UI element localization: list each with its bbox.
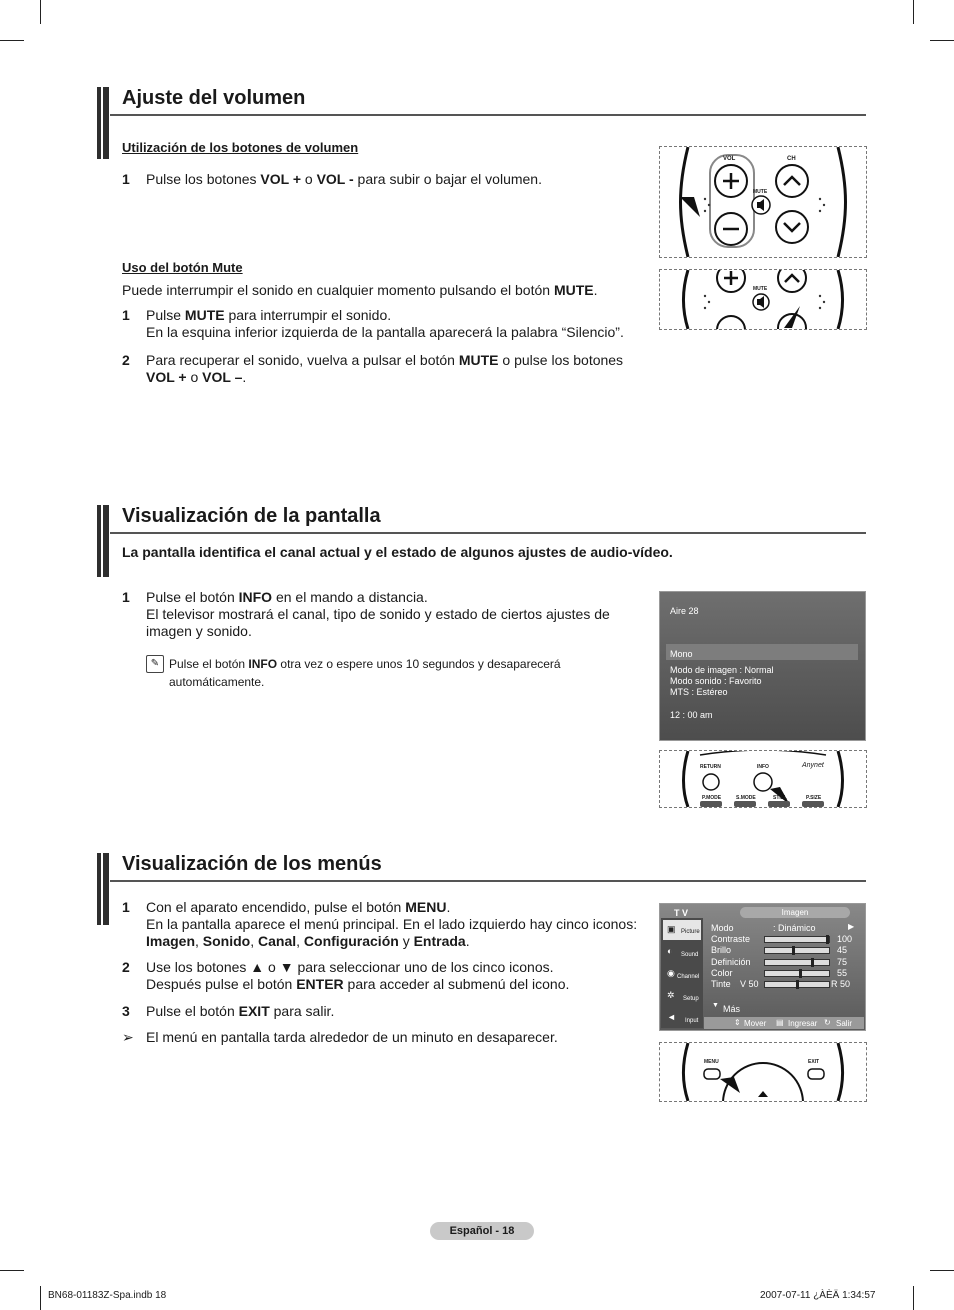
setup-icon: ✲ xyxy=(667,990,675,1000)
section-rule xyxy=(110,880,866,882)
slider-knob xyxy=(792,946,795,955)
more-down-icon: ▼ xyxy=(712,1002,719,1009)
section-title-volume: Ajuste del volumen xyxy=(122,87,306,109)
osd-bottom-bar xyxy=(704,1017,864,1029)
crop-mark xyxy=(913,0,914,24)
osd-sound-mode: Modo sonido : Favorito xyxy=(670,676,762,686)
page-number-badge: Español - 18 xyxy=(430,1222,534,1240)
subheading-mute: Uso del botón Mute xyxy=(122,260,243,275)
menu-osd-screen xyxy=(659,903,866,1031)
remote-info-drawing xyxy=(660,751,866,807)
osd-enter: Ingresar xyxy=(788,1019,818,1028)
remote-mute-drawing xyxy=(660,270,866,329)
display-note: Pulse el botón INFO otra vez o espere unos 10 segundos y desaparecerá automáticamente. xyxy=(169,657,561,689)
subheading-volume-buttons: Utilización de los botones de volumen xyxy=(122,140,359,155)
psize-label: P.SIZE xyxy=(806,795,822,801)
step-number: 2 xyxy=(122,959,130,975)
step-number: 1 xyxy=(122,589,130,605)
osd-row-value: 75 xyxy=(837,956,848,967)
enter-icon: ▤ xyxy=(776,1018,784,1027)
osd-row-value: 100 xyxy=(837,934,853,944)
remote-info-illustration xyxy=(659,750,867,808)
mute-step-2: Para recuperar el sonido, vuelva a pulsar el botón MUTE o pulse los botones VOL + o VOL –. xyxy=(146,352,624,385)
osd-exit: Salir xyxy=(836,1019,853,1028)
mute-label: MUTE xyxy=(753,189,768,195)
crop-mark xyxy=(40,1286,41,1310)
footer-date: 2007-07-11 ¿ÀÈÄ 1:34:57 xyxy=(760,1290,876,1301)
osd-more: Más xyxy=(723,1004,741,1014)
anynet-logo: Anynet xyxy=(802,762,824,769)
crop-mark xyxy=(913,1286,914,1310)
osd-mode-label: Modo xyxy=(711,923,734,933)
step-number: 2 xyxy=(122,352,130,368)
osd-channel: Aire 28 xyxy=(670,606,699,616)
return-label: RETURN xyxy=(700,764,721,770)
remote-menu-drawing xyxy=(660,1043,866,1101)
channel-icon: ◉ xyxy=(667,968,675,978)
osd-mts: MTS : Estéreo xyxy=(670,687,728,697)
sidebar-item-setup: ✲ Setup xyxy=(667,990,699,1002)
osd-move: Mover xyxy=(744,1019,767,1028)
crop-mark xyxy=(930,1270,954,1271)
menu-label: MENU xyxy=(704,1059,719,1065)
return-icon: ↻ xyxy=(824,1018,831,1027)
osd-row-label: Definición xyxy=(711,956,751,967)
mute-intro: Puede interrumpir el sonido en cualquier momento pulsando el botón MUTE. xyxy=(122,282,598,298)
osd-time: 12 : 00 am xyxy=(670,710,713,720)
section-bar xyxy=(97,87,109,159)
note-arrow: ➢ xyxy=(122,1029,134,1045)
menus-step-2: Use los botones ▲ o ▼ para seleccionar uno de los cinco iconos. Después pulse el botón ENTER para acceder al submenú del icono. xyxy=(146,959,570,992)
move-icon: ⇕ xyxy=(734,1018,741,1027)
osd-row-value: 55 xyxy=(837,968,848,979)
step-number: 3 xyxy=(122,1003,130,1019)
section-bar xyxy=(97,505,109,577)
menus-step-3: Pulse el botón EXIT para salir. xyxy=(146,1003,335,1019)
volume-step-1: Pulse los botones VOL + o VOL - para subir o bajar el volumen. xyxy=(146,171,542,187)
slider-track xyxy=(764,959,830,966)
sidebar-item-picture: ▣ Picture xyxy=(663,920,701,940)
tint-track xyxy=(764,981,830,988)
section-title-menus: Visualización de los menús xyxy=(122,853,382,875)
menus-step-1: Con el aparato encendido, pulse el botón MENU. En la pantalla aparece el menú principal. En el lado izquierdo hay cinco iconos: Imagen, Sonido, Canal, Configuración y Entrada. xyxy=(146,899,638,949)
slider-knob xyxy=(826,935,829,944)
osd-highlight xyxy=(666,644,858,660)
slider-knob xyxy=(811,958,814,967)
sidebar-item-channel: ◉ Channel xyxy=(667,968,700,980)
osd-row-label: Brillo xyxy=(711,945,732,956)
arrow-right-icon: ▶ xyxy=(848,922,855,931)
footer-file: BN68-01183Z-Spa.indb 18 xyxy=(48,1290,167,1301)
osd-sidebar xyxy=(661,918,703,1028)
osd-picture-mode: Modo de imagen : Normal xyxy=(670,665,774,675)
section-bar xyxy=(97,853,109,925)
slider-track xyxy=(764,936,830,943)
slider-knob xyxy=(799,969,802,978)
remote-volume-drawing xyxy=(660,147,866,257)
picture-icon: ▣ xyxy=(667,924,676,934)
mute-step-1: Pulse MUTE para interrumpir el sonido. En la esquina inferior izquierda de la pantalla aparecerá la palabra “Silencio”. xyxy=(146,307,624,340)
tint-knob xyxy=(796,980,799,989)
step-number: 1 xyxy=(122,171,130,187)
section-rule xyxy=(110,532,866,534)
input-icon: ◄ xyxy=(667,1012,676,1022)
ch-label: CH xyxy=(787,156,796,162)
mute-label: MUTE xyxy=(753,286,768,292)
vol-label: VOL xyxy=(723,156,736,162)
osd-mode-value: : Dinámico xyxy=(773,923,816,933)
display-step-1: Pulse el botón INFO en el mando a distancia. El televisor mostrará el canal, tipo de sonido y estado de ciertos ajustes de imagen y sonido. xyxy=(146,589,610,639)
crop-mark xyxy=(930,40,954,41)
sound-icon: ◐ xyxy=(667,946,673,956)
exit-label: EXIT xyxy=(808,1059,820,1065)
still-label: STILL xyxy=(773,795,787,801)
remote-mute-illustration xyxy=(659,269,867,330)
step-number: 1 xyxy=(122,307,130,323)
osd-sound: Mono xyxy=(670,649,693,659)
slider-track xyxy=(764,970,830,977)
info-osd-screen xyxy=(659,591,866,741)
menus-note: El menú en pantalla tarda alrededor de un minuto en desaparecer. xyxy=(146,1029,558,1045)
osd-row-label: Contraste xyxy=(711,934,751,944)
osd-tint-right: R 50 xyxy=(831,979,851,989)
osd-row-label: Color xyxy=(711,968,733,979)
sidebar-item-sound: ◐ Sound xyxy=(667,946,699,958)
osd-tint-left: V 50 xyxy=(740,979,759,989)
crop-mark xyxy=(0,40,24,41)
crop-mark xyxy=(0,1270,24,1271)
info-label: INFO xyxy=(757,764,769,770)
sidebar-item-input: ◄ Input xyxy=(667,1012,699,1024)
display-lead: La pantalla identifica el canal actual y el estado de algunos ajustes de audio-vídeo. xyxy=(122,544,673,560)
section-title-display: Visualización de la pantalla xyxy=(122,505,381,527)
osd-tint-label: Tinte xyxy=(711,979,731,989)
remote-volume-illustration xyxy=(659,146,867,258)
smode-label: S.MODE xyxy=(736,795,756,801)
slider-track xyxy=(764,947,830,954)
pmode-label: P.MODE xyxy=(702,795,722,801)
osd-row-value: 45 xyxy=(837,945,848,956)
section-rule xyxy=(110,114,866,116)
remote-menu-illustration xyxy=(659,1042,867,1102)
osd-header: Imagen xyxy=(740,907,850,918)
note-icon: ✎ xyxy=(146,655,164,673)
crop-mark xyxy=(40,0,41,24)
osd-tv-label: T V xyxy=(674,908,689,918)
step-number: 1 xyxy=(122,899,130,915)
